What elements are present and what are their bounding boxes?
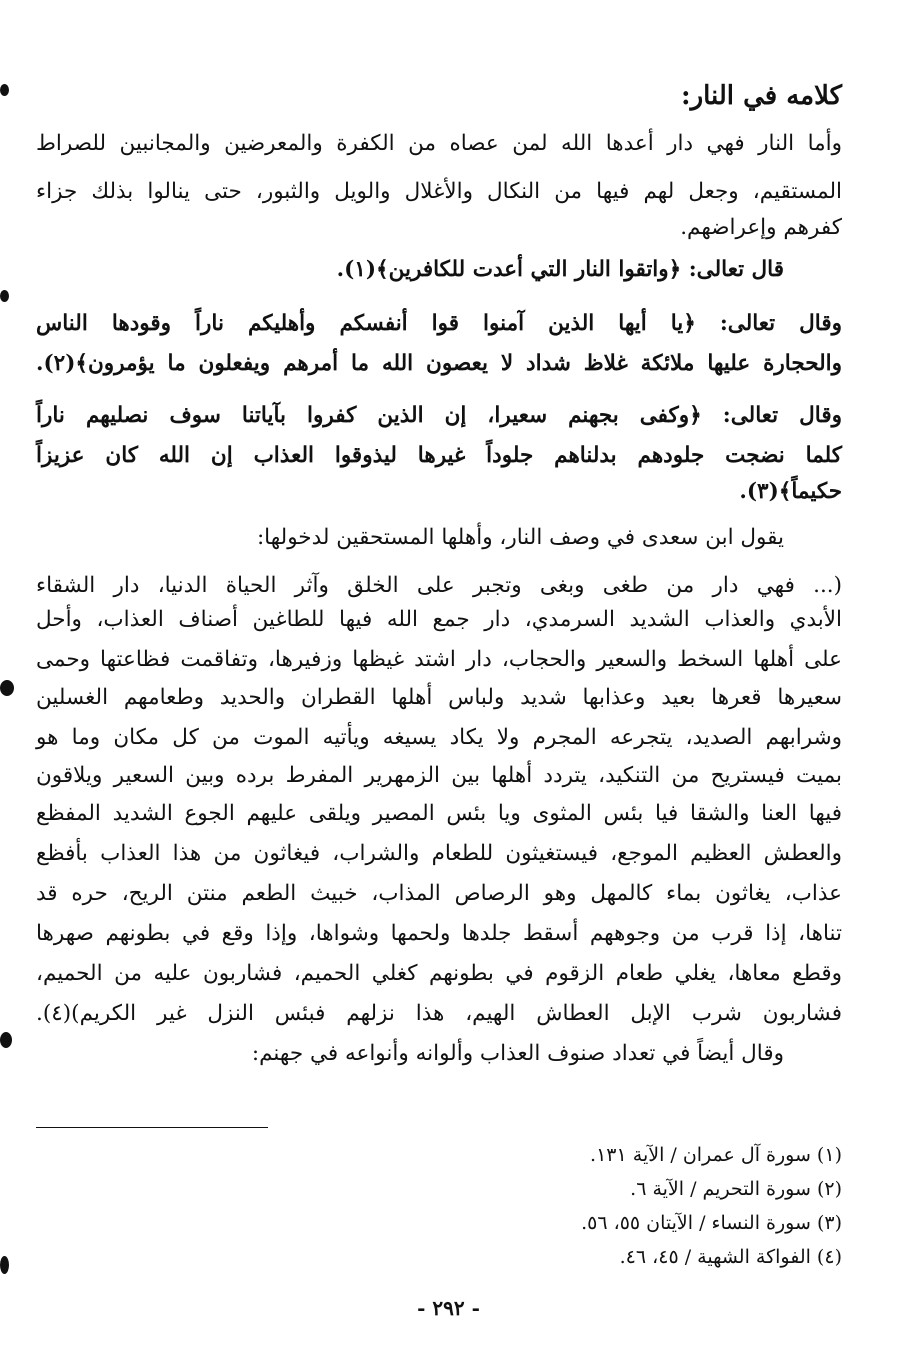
- quote-line: على أهلها السخط والسعير والحجاب، دار اشتد غيظها وزفيرها، وتفاقمت فظاعتها وحمى: [36, 647, 842, 672]
- quote-line: سعيرها قعرها بعيد وعذابها شديد ولباس أهلها القطران والحديد وطعامهم الغسلين: [36, 685, 842, 710]
- quran-verse-line: وقال تعالى: ﴿وكفى بجهنم سعيرا، إن الذين كفروا بآياتنا سوف نصليهم ناراً: [36, 403, 842, 428]
- quran-verse-line: قال تعالى: ﴿واتقوا النار التي أعدت للكافرين﴾(١).: [336, 257, 784, 282]
- quote-line: وشرابهم الصديد، يتجرعه المجرم ولا يكاد يسيغه ويأتيه الموت من كل مكان وما هو: [36, 725, 842, 750]
- quote-line: عذاب، يغاثون بماء كالمهل وهو الرصاص المذاب، خبيث الطعم منتن الريح، حره قد: [36, 881, 842, 906]
- book-page: [36, 0, 842, 1348]
- quran-verse-line: حكيماً﴾(٣).: [739, 479, 842, 504]
- scan-speck: [0, 1256, 9, 1274]
- section-heading: كلامه في النار:: [680, 81, 842, 111]
- footnote: (٣) سورة النساء / الآيتان ٥٥، ٥٦.: [581, 1212, 842, 1234]
- quote-line: (... فهي دار من طغى وبغى وتجبر على الخلق وآثر الحياة الدنيا، دار الشقاء: [36, 573, 842, 598]
- quote-line: فيها العنا والشقا فيا بئس المثوى ويا بئس المصير ويلقى عليهم الجوع الشديد المفظع: [36, 801, 842, 826]
- quran-verse-line: كلما نضجت جلودهم بدلناهم جلوداً غيرها ليذوقوا العذاب إن الله كان عزيزاً: [36, 443, 842, 468]
- footnote: (٢) سورة التحريم / الآية ٦.: [630, 1178, 842, 1200]
- scan-speck: [0, 290, 9, 302]
- quran-verse-line: وقال تعالى: ﴿يا أيها الذين آمنوا قوا أنفسكم وأهليكم ناراً وقودها الناس: [36, 311, 842, 336]
- page-number: - ٢٩٢ -: [417, 1296, 480, 1320]
- body-line: كفرهم وإعراضهم.: [680, 215, 842, 240]
- footnote: (٤) الفواكة الشهية / ٤٥، ٤٦.: [619, 1246, 842, 1268]
- scan-speck: [0, 84, 9, 96]
- footnote-separator: [36, 1127, 268, 1128]
- quote-line: بميت فيستريح من التنكيد، يتردد أهلها بين الزمهرير المفرط برده وبين السعير ويلاقون: [36, 763, 842, 788]
- body-line: وقال أيضاً في تعداد صنوف العذاب وألوانه وأنواعه في جهنم:: [251, 1041, 784, 1066]
- scan-speck: [0, 680, 14, 696]
- body-line: وأما النار فهي دار أعدها الله لمن عصاه من الكفرة والمعرضين والمجانبين للصراط: [36, 131, 842, 156]
- scan-speck: [0, 1032, 12, 1048]
- quran-verse-line: والحجارة عليها ملائكة غلاظ شداد لا يعصون الله ما أمرهم ويفعلون ما يؤمرون﴾(٢).: [36, 351, 842, 376]
- body-line: يقول ابن سعدى في وصف النار، وأهلها المستحقين لدخولها:: [256, 525, 784, 550]
- quote-line: الأبدي والعذاب الشديد السرمدي، دار جمع الله فيها للطاغين أصناف العذاب، وأحل: [36, 607, 842, 632]
- quote-line: والعطش العظيم الموجع، فيستغيثون للطعام والشراب، فيغاثون من هذا العذاب بأفظع: [36, 841, 842, 866]
- quote-line: وقطع معاها، يغلي طعام الزقوم في بطونهم كغلي الحميم، فشاربون عليه من الحميم،: [36, 961, 842, 986]
- footnote: (١) سورة آل عمران / الآية ١٣١.: [590, 1144, 842, 1166]
- quote-line: فشاربون شرب الإبل العطاش الهيم، هذا نزلهم فبئس النزل غير الكريم)(٤).: [36, 1001, 842, 1026]
- quote-line: تناها، إذا قرب من وجوههم أسقط جلدها ولحمها وشواها، وإذا وقع في بطونهم صهرها: [36, 921, 842, 946]
- body-line: المستقيم، وجعل لهم فيها من النكال والأغلال والويل والثبور، حتى ينالوا بذلك جزاء: [36, 179, 842, 204]
